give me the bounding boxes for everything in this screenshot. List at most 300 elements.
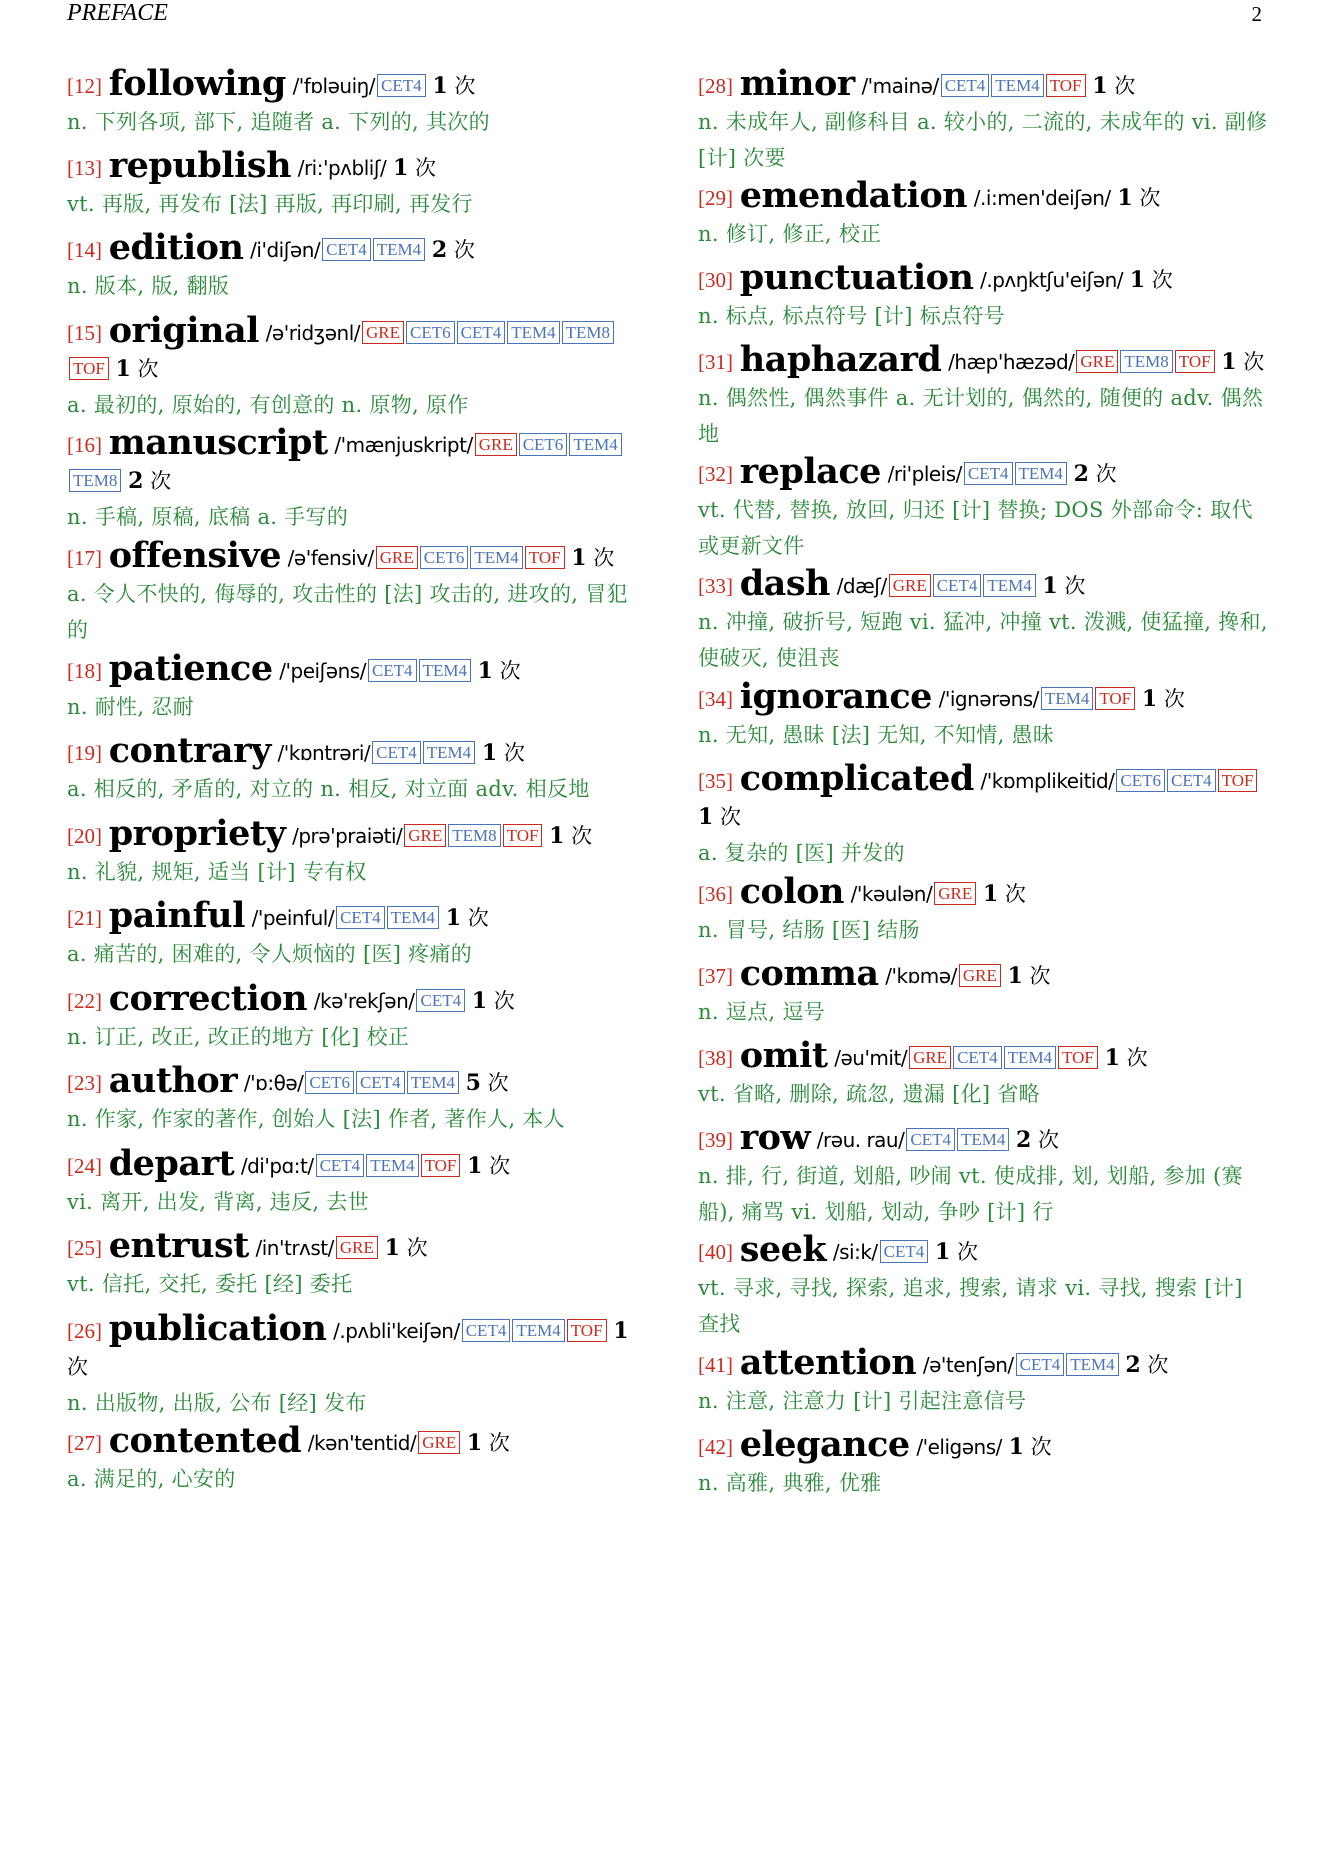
count-number: 1 [571, 545, 587, 571]
occurrence-count [1135, 687, 1185, 711]
exam-tag-badge: CET6 [420, 546, 469, 569]
exam-tag-badge: TEM4 [1041, 687, 1093, 710]
count-unit: 次 [1029, 964, 1051, 988]
entry-headline [698, 175, 1268, 216]
exam-tag-badge: TEM4 [407, 1071, 459, 1094]
count-number: 1 [392, 155, 409, 181]
vocab-entry [67, 227, 637, 304]
count-number: 1 [384, 1235, 400, 1261]
phonetic-transcription: /'fɒləuiŋ/ [292, 74, 376, 98]
entry-headline [67, 895, 637, 936]
vocab-entry [698, 63, 1268, 176]
count-unit: 次 [467, 906, 489, 930]
entry-definition: n. 礼貌, 规矩, 适当 [计] 专有权 [67, 860, 367, 884]
phonetic-transcription: /'kɒmə/ [885, 964, 957, 988]
entry-number: [15] [67, 321, 102, 345]
exam-tag-badge: CET4 [933, 574, 982, 597]
vocab-entry [67, 535, 637, 648]
occurrence-count [1002, 1435, 1052, 1459]
phonetic-transcription: /'ignərəns/ [938, 687, 1039, 711]
entry-number: [21] [67, 906, 102, 930]
exam-tag-badge: TEM4 [387, 906, 439, 929]
vocab-entry [67, 730, 637, 807]
count-number: 1 [1092, 73, 1108, 99]
phonetic-transcription: /ə'ridʒənl/ [265, 321, 360, 345]
headword: attention [739, 1342, 917, 1383]
entry-definition: n. 逗点, 逗号 [698, 1000, 825, 1024]
entry-number: [30] [698, 268, 733, 292]
vocab-entry [698, 451, 1268, 564]
phonetic-transcription: /in'trʌst/ [255, 1236, 334, 1260]
count-unit: 次 [493, 989, 515, 1013]
entry-definition: vt. 寻求, 寻找, 探索, 追求, 搜索, 请求 vi. 寻找, 搜索 [计] 查找 [698, 1276, 1243, 1336]
count-unit: 次 [1004, 882, 1026, 906]
headword: patience [108, 648, 273, 689]
vocab-entry [67, 1308, 637, 1421]
entry-number: [12] [67, 74, 102, 98]
entry-headline [698, 257, 1268, 298]
vocab-entry [698, 953, 1268, 1030]
exam-tag-badge: CET4 [457, 321, 506, 344]
entry-headline [698, 1229, 1268, 1270]
exam-tag-badge: TEM8 [562, 321, 614, 344]
entry-definition: n. 作家, 作家的著作, 创始人 [法] 作者, 著作人, 本人 [67, 1107, 565, 1131]
vocab-entry [698, 1229, 1268, 1342]
entry-definition: a. 相反的, 矛盾的, 对立的 n. 相反, 对立面 adv. 相反地 [67, 777, 590, 801]
occurrence-count [460, 1431, 510, 1455]
occurrence-count [1098, 1046, 1148, 1070]
phonetic-transcription: /si:k/ [832, 1240, 878, 1264]
count-number: 1 [698, 804, 714, 830]
exam-tag-badge: TEM4 [507, 321, 559, 344]
entry-number: [25] [67, 1236, 102, 1260]
exam-tag-badge: TEM4 [423, 741, 475, 764]
exam-tag-badge: GRE [1076, 350, 1118, 373]
exam-tag-badge: TOF [421, 1154, 461, 1177]
entry-number: [13] [67, 156, 102, 180]
count-unit: 次 [137, 357, 159, 381]
vocab-entry [67, 1143, 637, 1220]
exam-tag-badge: CET4 [880, 1240, 929, 1263]
count-number: 1 [1008, 1434, 1024, 1460]
occurrence-count [386, 156, 436, 180]
count-unit: 次 [150, 469, 172, 493]
occurrence-count [928, 1240, 978, 1264]
count-unit: 次 [1030, 1435, 1052, 1459]
occurrence-count [471, 659, 521, 683]
phonetic-transcription: /'mænjuskript/ [334, 433, 473, 457]
occurrence-count [1086, 74, 1136, 98]
entry-number: [34] [698, 687, 733, 711]
phonetic-transcription: /dæʃ/ [836, 574, 887, 598]
headword: author [108, 1060, 238, 1101]
phonetic-transcription: /prə'praiəti/ [292, 824, 403, 848]
phonetic-transcription: /'mainə/ [861, 74, 939, 98]
exam-tag-badge: TOF [1046, 74, 1086, 97]
count-number: 1 [1141, 686, 1158, 712]
vocab-entry [698, 257, 1268, 334]
count-number: 1 [1129, 267, 1146, 293]
entry-number: [36] [698, 882, 733, 906]
count-unit: 次 [406, 1236, 428, 1260]
exam-tag-badge: TEM4 [366, 1154, 418, 1177]
headword: depart [108, 1143, 235, 1184]
exam-tag-badge: GRE [362, 321, 404, 344]
exam-tag-badge: TEM8 [448, 824, 500, 847]
exam-tag-badge: CET6 [1116, 769, 1165, 792]
headword: colon [739, 871, 844, 912]
entry-headline [67, 1143, 637, 1184]
count-number: 1 [477, 658, 493, 684]
entry-headline [67, 145, 637, 186]
exam-tag-badge: GRE [376, 546, 418, 569]
exam-tag-badge: CET4 [462, 1319, 511, 1342]
exam-tag-badge: TEM4 [1015, 462, 1067, 485]
count-unit: 次 [1114, 74, 1136, 98]
exam-tag-badge: TOF [1218, 769, 1258, 792]
entry-headline [67, 422, 637, 499]
exam-tag-badge: CET4 [368, 659, 417, 682]
occurrence-count [439, 906, 489, 930]
entry-headline [698, 63, 1268, 104]
occurrence-count [109, 357, 159, 381]
count-number: 2 [431, 237, 448, 263]
phonetic-transcription: /'kɒmplikeitid/ [980, 769, 1115, 793]
exam-tag-badge: CET6 [406, 321, 455, 344]
exam-tag-badge: TOF [525, 546, 565, 569]
count-unit: 次 [1139, 186, 1161, 210]
vocab-entry [67, 1225, 637, 1302]
count-unit: 次 [956, 1240, 978, 1264]
count-unit: 次 [1038, 1128, 1060, 1152]
occurrence-count [542, 824, 592, 848]
phonetic-transcription: /.pʌŋktʃu'eiʃən/ [980, 268, 1124, 292]
count-unit: 次 [503, 741, 525, 765]
exam-tag-badge: GRE [475, 433, 517, 456]
exam-tag-badge: CET4 [416, 989, 465, 1012]
phonetic-transcription: /ə'fensiv/ [287, 546, 374, 570]
vocab-entry [698, 175, 1268, 252]
entry-number: [20] [67, 824, 102, 848]
phonetic-transcription: /.pʌbli'keiʃən/ [333, 1319, 460, 1343]
headword: emendation [739, 175, 968, 216]
count-number: 1 [549, 823, 565, 849]
occurrence-count [1001, 964, 1051, 988]
count-unit: 次 [489, 1154, 511, 1178]
entry-definition: vt. 再版, 再发布 [法] 再版, 再印刷, 再发行 [67, 192, 473, 216]
entry-definition: vt. 代替, 替换, 放回, 归还 [计] 替换; DOS 外部命令: 取代或更新文件 [698, 498, 1253, 558]
entry-headline [67, 1308, 637, 1385]
entry-headline [698, 758, 1268, 835]
count-number: 1 [1221, 349, 1237, 375]
headword: following [108, 63, 286, 104]
occurrence-count [475, 741, 525, 765]
vocab-entry [67, 422, 637, 535]
count-unit: 次 [1064, 574, 1086, 598]
entry-headline [698, 1424, 1268, 1465]
phonetic-transcription: /'peiʃəns/ [279, 659, 366, 683]
exam-tag-badge: CET4 [964, 462, 1013, 485]
exam-tag-badge: TEM4 [957, 1128, 1009, 1151]
headword: painful [108, 895, 245, 936]
headword: entrust [108, 1225, 249, 1266]
occurrence-count [426, 74, 476, 98]
count-number: 1 [115, 356, 131, 382]
headword: publication [108, 1308, 327, 1349]
entry-definition: n. 排, 行, 街道, 划船, 吵闹 vt. 使成排, 划, 划船, 参加 (赛船), 痛骂 vi. 划船, 划动, 争吵 [计] 行 [698, 1164, 1243, 1224]
count-unit: 次 [1163, 687, 1185, 711]
entry-number: [41] [698, 1353, 733, 1377]
count-number: 1 [982, 881, 999, 907]
count-number: 1 [1104, 1045, 1120, 1071]
entry-definition: n. 冒号, 结肠 [医] 结肠 [698, 918, 920, 942]
entry-headline [67, 978, 637, 1019]
phonetic-transcription: /'kɒntrəri/ [277, 741, 371, 765]
entry-headline [698, 1342, 1268, 1383]
exam-tag-badge: TEM4 [569, 433, 621, 456]
entry-headline [698, 451, 1268, 492]
occurrence-count [1067, 462, 1117, 486]
entry-headline [67, 310, 637, 387]
headword: republish [108, 145, 292, 186]
entry-definition: a. 满足的, 心安的 [67, 1467, 236, 1491]
headword: row [739, 1117, 811, 1158]
headword: dash [739, 563, 830, 604]
entry-definition: n. 订正, 改正, 改正的地方 [化] 校正 [67, 1025, 410, 1049]
occurrence-count [1036, 574, 1086, 598]
exam-tag-badge: TEM4 [1066, 1353, 1118, 1376]
entry-headline [67, 648, 637, 689]
vocab-entry [67, 978, 637, 1055]
exam-tag-badge: TOF [69, 357, 109, 380]
count-unit: 次 [453, 238, 475, 262]
entry-headline [67, 813, 637, 854]
entry-headline [67, 730, 637, 771]
entry-headline [67, 63, 637, 104]
entry-definition: n. 标点, 标点符号 [计] 标点符号 [698, 304, 1005, 328]
exam-tag-badge: CET4 [356, 1071, 405, 1094]
exam-tag-badge: GRE [889, 574, 931, 597]
exam-tag-badge: CET4 [336, 906, 385, 929]
entry-number: [42] [698, 1435, 733, 1459]
running-header-title: PREFACE [67, 0, 168, 26]
vocab-entry [698, 676, 1268, 753]
entry-headline [67, 1420, 637, 1461]
occurrence-count [425, 238, 475, 262]
entry-headline [698, 953, 1268, 994]
count-number: 1 [1007, 963, 1023, 989]
headword: seek [739, 1229, 827, 1270]
count-unit: 次 [593, 546, 615, 570]
exam-tag-badge: GRE [909, 1046, 951, 1069]
headword: manuscript [108, 422, 328, 463]
count-number: 2 [1016, 1127, 1032, 1153]
entry-definition: vt. 信托, 交托, 委托 [经] 委托 [67, 1272, 353, 1296]
count-number: 1 [613, 1318, 629, 1344]
count-unit: 次 [1095, 462, 1117, 486]
occurrence-count [1111, 186, 1161, 210]
vocab-entry [67, 813, 637, 890]
entry-number: [24] [67, 1154, 102, 1178]
headword: contrary [108, 730, 271, 771]
entry-number: [32] [698, 462, 733, 486]
headword: ignorance [739, 676, 932, 717]
vocab-entry [698, 1035, 1268, 1112]
count-number: 1 [466, 1430, 483, 1456]
count-number: 1 [481, 740, 498, 766]
headword: contented [108, 1420, 302, 1461]
entry-definition: n. 手稿, 原稿, 底稿 a. 手写的 [67, 505, 349, 529]
occurrence-count [121, 469, 171, 493]
entry-number: [33] [698, 574, 733, 598]
headword: original [108, 310, 259, 351]
entry-headline [67, 535, 637, 576]
occurrence-count [565, 546, 615, 570]
entry-headline [698, 563, 1268, 604]
entry-number: [19] [67, 741, 102, 765]
exam-tag-badge: GRE [934, 882, 976, 905]
count-number: 1 [467, 1153, 483, 1179]
exam-tag-badge: GRE [959, 964, 1001, 987]
entry-number: [27] [67, 1431, 102, 1455]
phonetic-transcription: /'peinful/ [251, 906, 335, 930]
exam-tag-badge: TEM8 [69, 469, 121, 492]
entry-definition: n. 偶然性, 偶然事件 a. 无计划的, 偶然的, 随便的 adv. 偶然地 [698, 386, 1264, 446]
count-number: 1 [471, 988, 488, 1014]
exam-tag-badge: CET4 [377, 74, 426, 97]
count-unit: 次 [720, 805, 741, 829]
entry-number: [23] [67, 1071, 102, 1095]
exam-tag-badge: CET4 [906, 1128, 955, 1151]
count-number: 1 [1042, 573, 1058, 599]
headword: correction [108, 978, 308, 1019]
entry-definition: n. 版本, 版, 翻版 [67, 274, 230, 298]
entry-definition: n. 耐性, 忍耐 [67, 695, 194, 719]
exam-tag-badge: TEM4 [512, 1319, 564, 1342]
phonetic-transcription: /hæp'hæzəd/ [948, 350, 1075, 374]
count-unit: 次 [1243, 350, 1265, 374]
count-unit: 次 [571, 824, 593, 848]
occurrence-count [1009, 1128, 1059, 1152]
count-unit: 次 [488, 1431, 510, 1455]
exam-tag-badge: TOF [1095, 687, 1135, 710]
occurrence-count [460, 1154, 510, 1178]
headword: punctuation [739, 257, 974, 298]
exam-tag-badge: TOF [1175, 350, 1215, 373]
entry-definition: n. 未成年人, 副修科目 a. 较小的, 二流的, 未成年的 vi. 副修 [计] 次要 [698, 110, 1268, 170]
exam-tag-badge: CET4 [372, 741, 421, 764]
count-number: 2 [1073, 461, 1089, 487]
phonetic-transcription: /ə'tenʃən/ [922, 1353, 1014, 1377]
vocab-entry [698, 339, 1268, 452]
phonetic-transcription: /kən'tentid/ [307, 1431, 417, 1455]
headword: complicated [739, 758, 974, 799]
count-number: 2 [1125, 1352, 1141, 1378]
entry-number: [18] [67, 659, 102, 683]
count-number: 2 [128, 468, 144, 494]
entry-headline [67, 227, 637, 268]
count-unit: 次 [1147, 1353, 1169, 1377]
entry-definition: vt. 省略, 删除, 疏忽, 遗漏 [化] 省略 [698, 1082, 1040, 1106]
vocab-entry [698, 871, 1268, 948]
entry-definition: n. 注意, 注意力 [计] 引起注意信号 [698, 1389, 1027, 1413]
vocab-entry [698, 563, 1268, 676]
vocab-entry [67, 1060, 637, 1137]
entry-number: [16] [67, 433, 102, 457]
headword: minor [739, 63, 855, 104]
entry-definition: a. 令人不快的, 侮辱的, 攻击性的 [法] 攻击的, 进攻的, 冒犯的 [67, 582, 628, 642]
occurrence-count [976, 882, 1026, 906]
occurrence-count [459, 1071, 509, 1095]
exam-tag-badge: GRE [418, 1431, 460, 1454]
vocab-entry [698, 1424, 1268, 1501]
vocab-entry [698, 1342, 1268, 1419]
entry-number: [35] [698, 769, 733, 793]
entry-number: [37] [698, 964, 733, 988]
exam-tag-badge: CET4 [1167, 769, 1216, 792]
entry-headline [698, 339, 1268, 380]
exam-tag-badge: GRE [336, 1236, 378, 1259]
count-unit: 次 [499, 659, 521, 683]
entry-definition: n. 出版物, 出版, 公布 [经] 发布 [67, 1391, 367, 1415]
exam-tag-badge: TEM4 [983, 574, 1035, 597]
headword: offensive [108, 535, 281, 576]
vocab-entry [698, 1117, 1268, 1230]
entry-headline [698, 871, 1268, 912]
exam-tag-badge: TEM4 [373, 238, 425, 261]
phonetic-transcription: /'kəulən/ [850, 882, 933, 906]
vocab-entry [67, 145, 637, 222]
headword: propriety [108, 813, 286, 854]
entry-headline [698, 676, 1268, 717]
occurrence-count [1215, 350, 1265, 374]
entry-definition: a. 最初的, 原始的, 有创意的 n. 原物, 原作 [67, 393, 469, 417]
phonetic-transcription: /i'diʃən/ [250, 238, 321, 262]
vocab-entry [67, 648, 637, 725]
exam-tag-badge: CET4 [322, 238, 371, 261]
exam-tag-badge: TOF [1058, 1046, 1098, 1069]
count-unit: 次 [1151, 268, 1173, 292]
exam-tag-badge: CET4 [953, 1046, 1002, 1069]
phonetic-transcription: /kə'rekʃən/ [313, 989, 415, 1013]
exam-tag-badge: TEM4 [419, 659, 471, 682]
exam-tag-badge: CET6 [519, 433, 568, 456]
count-number: 1 [1117, 185, 1133, 211]
occurrence-count [698, 805, 741, 829]
vocab-entry [67, 310, 637, 423]
exam-tag-badge: TEM4 [470, 546, 522, 569]
phonetic-transcription: /ri:'pʌbliʃ/ [297, 156, 387, 180]
entry-definition: n. 高雅, 典雅, 优雅 [698, 1471, 882, 1495]
exam-tag-badge: TEM8 [1120, 350, 1172, 373]
headword: comma [739, 953, 879, 994]
count-unit: 次 [414, 156, 436, 180]
entry-definition: a. 复杂的 [医] 并发的 [698, 841, 905, 865]
entry-number: [28] [698, 74, 733, 98]
count-unit: 次 [487, 1071, 509, 1095]
phonetic-transcription: /'ɒ:θə/ [243, 1071, 304, 1095]
headword: replace [739, 451, 881, 492]
entry-headline [67, 1060, 637, 1101]
count-unit: 次 [1126, 1046, 1148, 1070]
exam-tag-badge: TOF [567, 1319, 607, 1342]
exam-tag-badge: TOF [503, 824, 543, 847]
entry-definition: a. 痛苦的, 困难的, 令人烦恼的 [医] 疼痛的 [67, 942, 473, 966]
count-unit: 次 [67, 1355, 88, 1379]
entry-definition: vi. 离开, 出发, 背离, 违反, 去世 [67, 1190, 369, 1214]
phonetic-transcription: /əu'mit/ [834, 1046, 908, 1070]
entry-headline [698, 1117, 1268, 1158]
